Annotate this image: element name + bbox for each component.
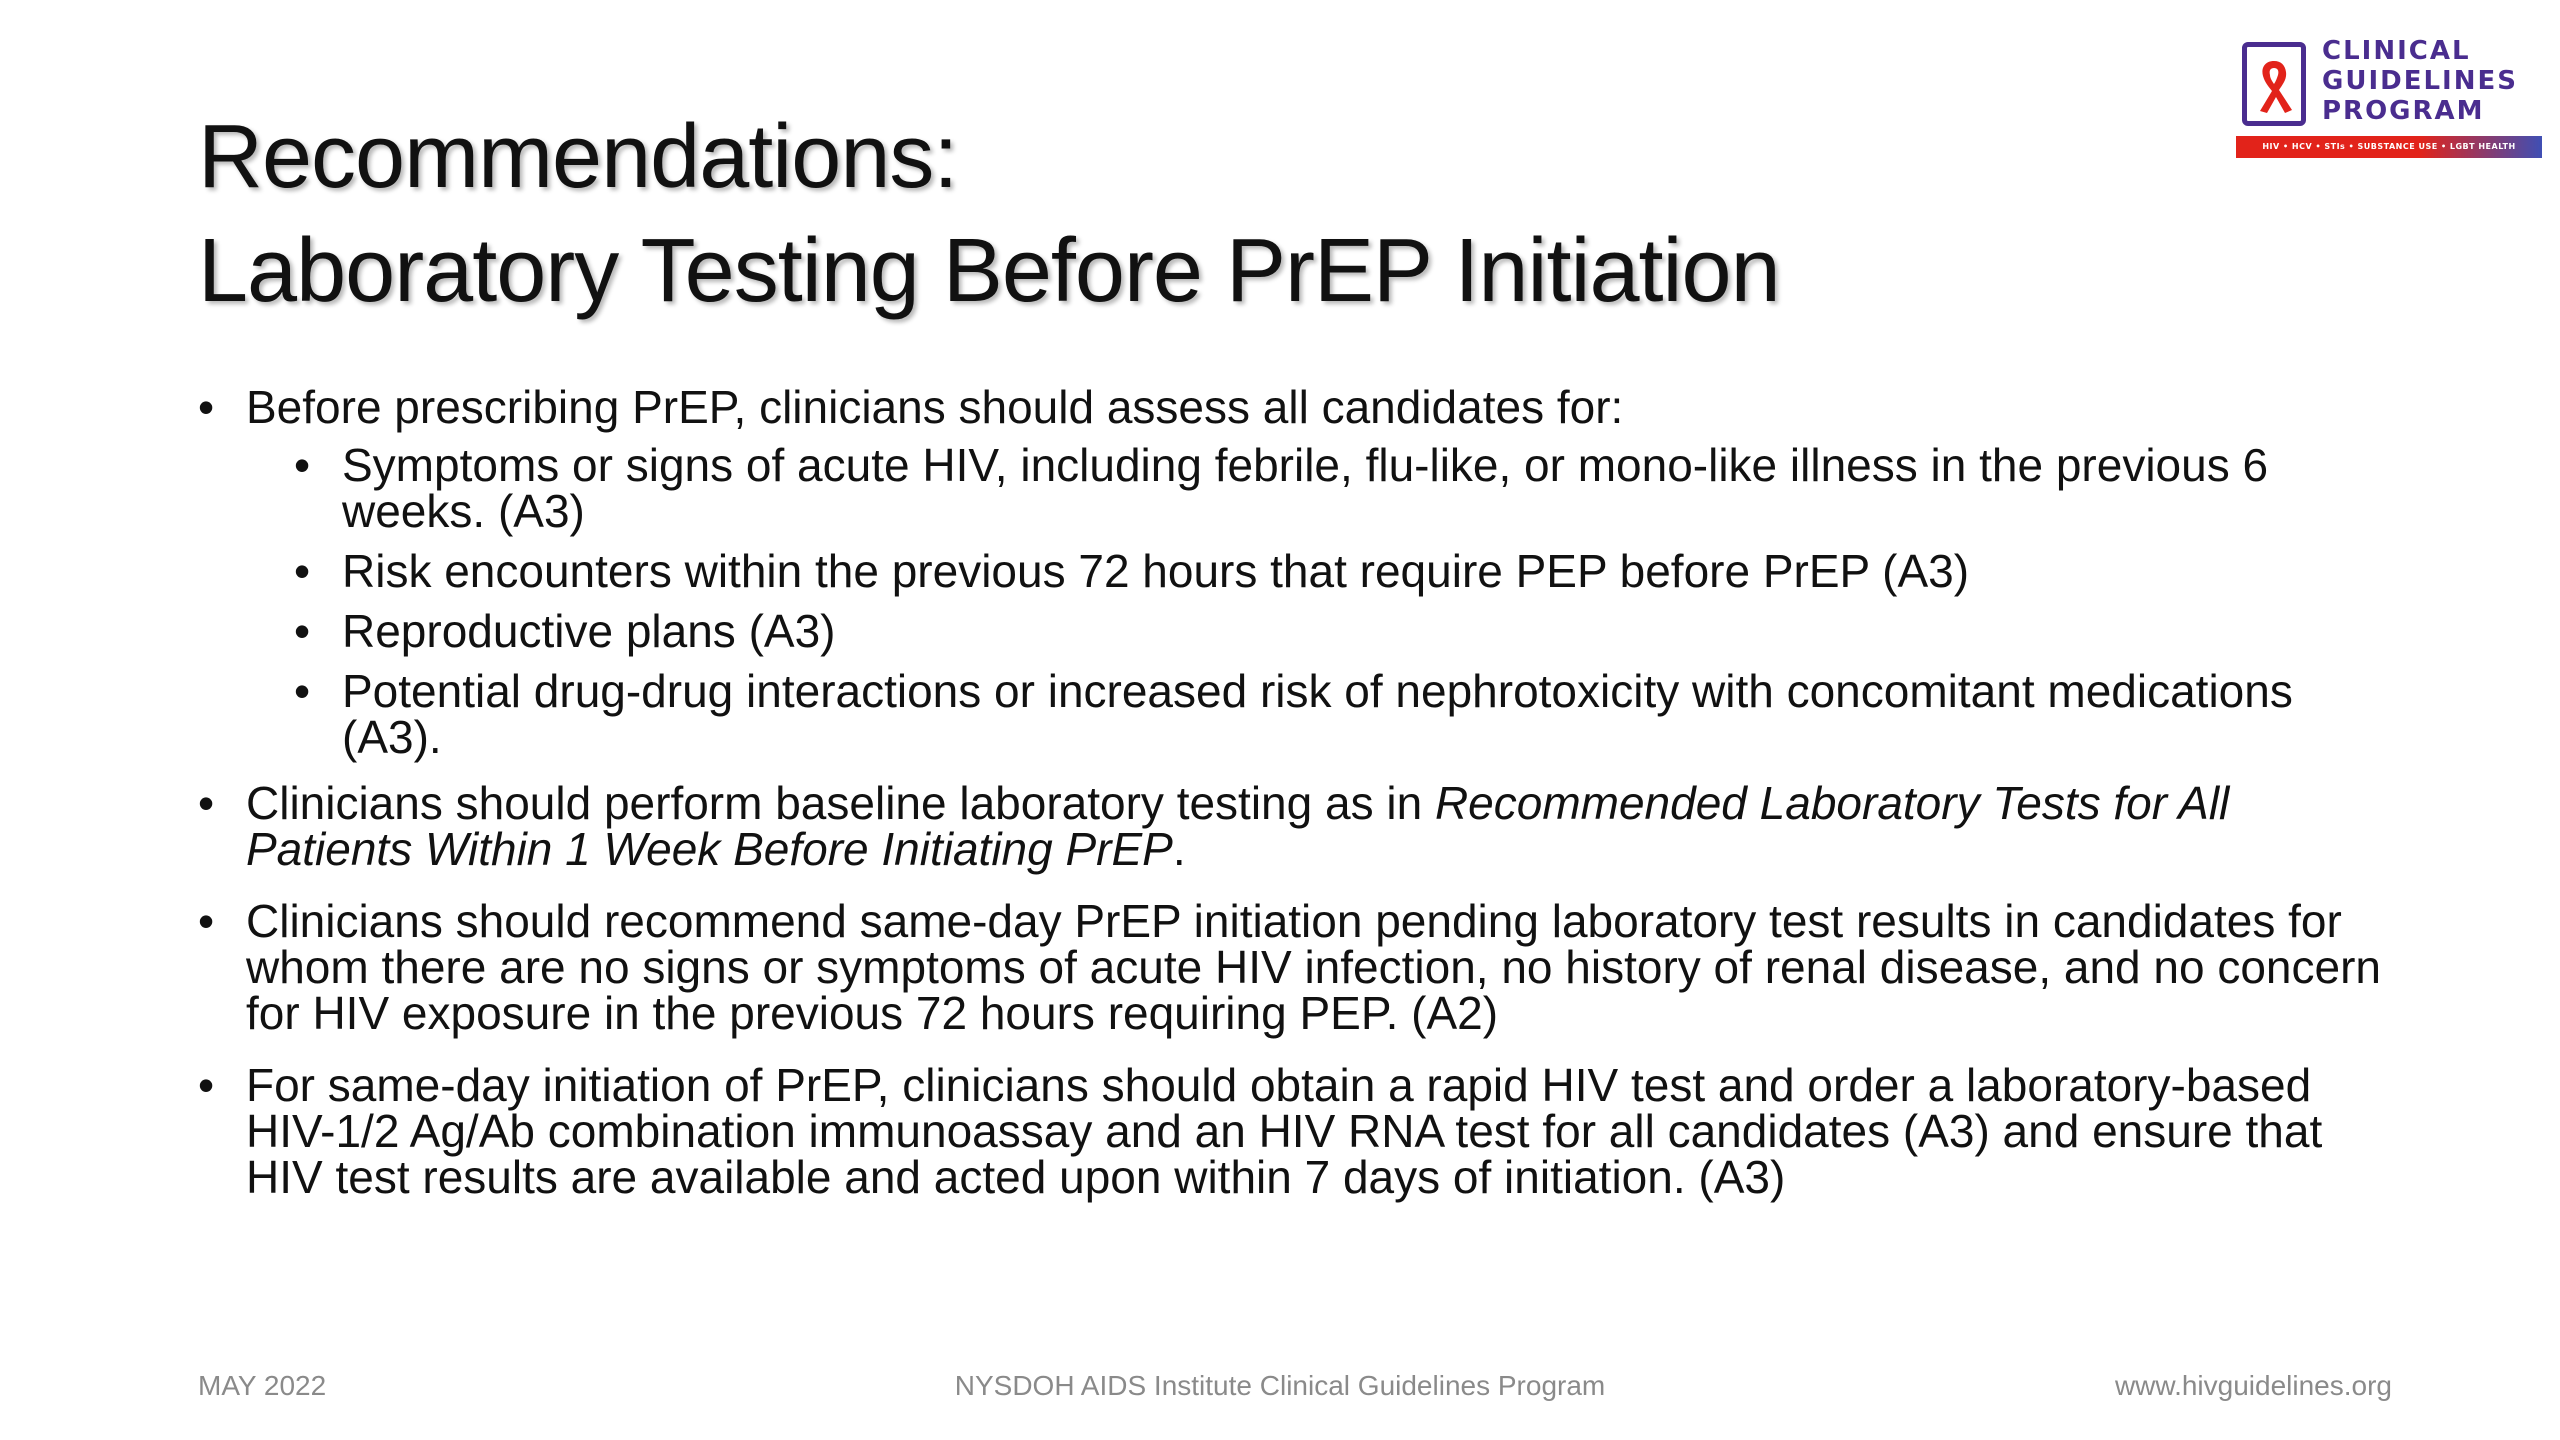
bullet-text: Clinicians should perform baseline laboratory testing as in: [246, 777, 1435, 829]
slide-title-line-2: Laboratory Testing Before PrEP Initiation: [198, 221, 1780, 321]
sub-bullet-acute-hiv: • Symptoms or signs of acute HIV, including febrile, flu-like, or mono-like illness in the previous 6 weeks. (A3): [294, 442, 2398, 534]
bullet-rapid-hiv-test: • For same-day initiation of PrEP, clinicians should obtain a rapid HIV test and order a laboratory-based HIV-1/2 Ag/Ab combination immunoassay and an HIV RNA test for all candidates (A3) and ensure that HIV test results are available and acted upon within 7 days of initiation. (A3): [198, 1062, 2398, 1200]
sub-bullet-reproductive-plans: • Reproductive plans (A3): [294, 608, 2398, 654]
slide-body: [198, 381, 2398, 1226]
logo-line-2: GUIDELINES: [2322, 66, 2518, 96]
bullet-text-end: .: [1172, 823, 1186, 875]
slide-title: [198, 100, 2098, 328]
clinical-guidelines-program-logo[interactable]: [2236, 34, 2548, 162]
logo-tagline-bar: HIV • HCV • STIs • SUBSTANCE USE • LGBT HEALTH: [2236, 136, 2542, 158]
logo-badge: [2242, 42, 2306, 126]
bullet-baseline-testing: [198, 777, 2398, 875]
sub-bullet-risk-encounters: • Risk encounters within the previous 72 hours that require PEP before PrEP (A3): [294, 548, 2398, 594]
sub-bullet-list: [246, 439, 2398, 763]
sub-bullet-drug-interactions: • Potential drug-drug interactions or increased risk of nephrotoxicity with concomitant medications (A3).: [294, 668, 2398, 760]
bullet-assess-candidates: [198, 381, 2398, 763]
bullet-same-day-initiation: • Clinicians should recommend same-day PrEP initiation pending laboratory test results in candidates for whom there are no signs or symptoms of acute HIV infection, no history of renal disease, and no concern for HIV exposure in the previous 72 hours requiring PEP. (A2): [198, 898, 2398, 1036]
slide-title-line-1: Recommendations:: [198, 107, 958, 207]
footer-date: MAY 2022: [198, 1370, 327, 1401]
logo-line-3: PROGRAM: [2322, 96, 2485, 126]
recommended-tests-reference: Recommended Laboratory Tests for All Patients Within 1 Week Before Initiating PrEP: [246, 777, 2230, 875]
logo-line-1: CLINICAL: [2322, 36, 2471, 66]
footer-website[interactable]: www.hivguidelines.org: [2114, 1370, 2392, 1401]
red-ribbon-icon: [2254, 57, 2294, 115]
footer-program: NYSDOH AIDS Institute Clinical Guidelines Program: [954, 1370, 1606, 1401]
bullet-text: Before prescribing PrEP, clinicians should assess all candidates for:: [246, 381, 1624, 433]
logo-wordmark: [2322, 36, 2518, 126]
bullet-list: [198, 381, 2398, 1203]
